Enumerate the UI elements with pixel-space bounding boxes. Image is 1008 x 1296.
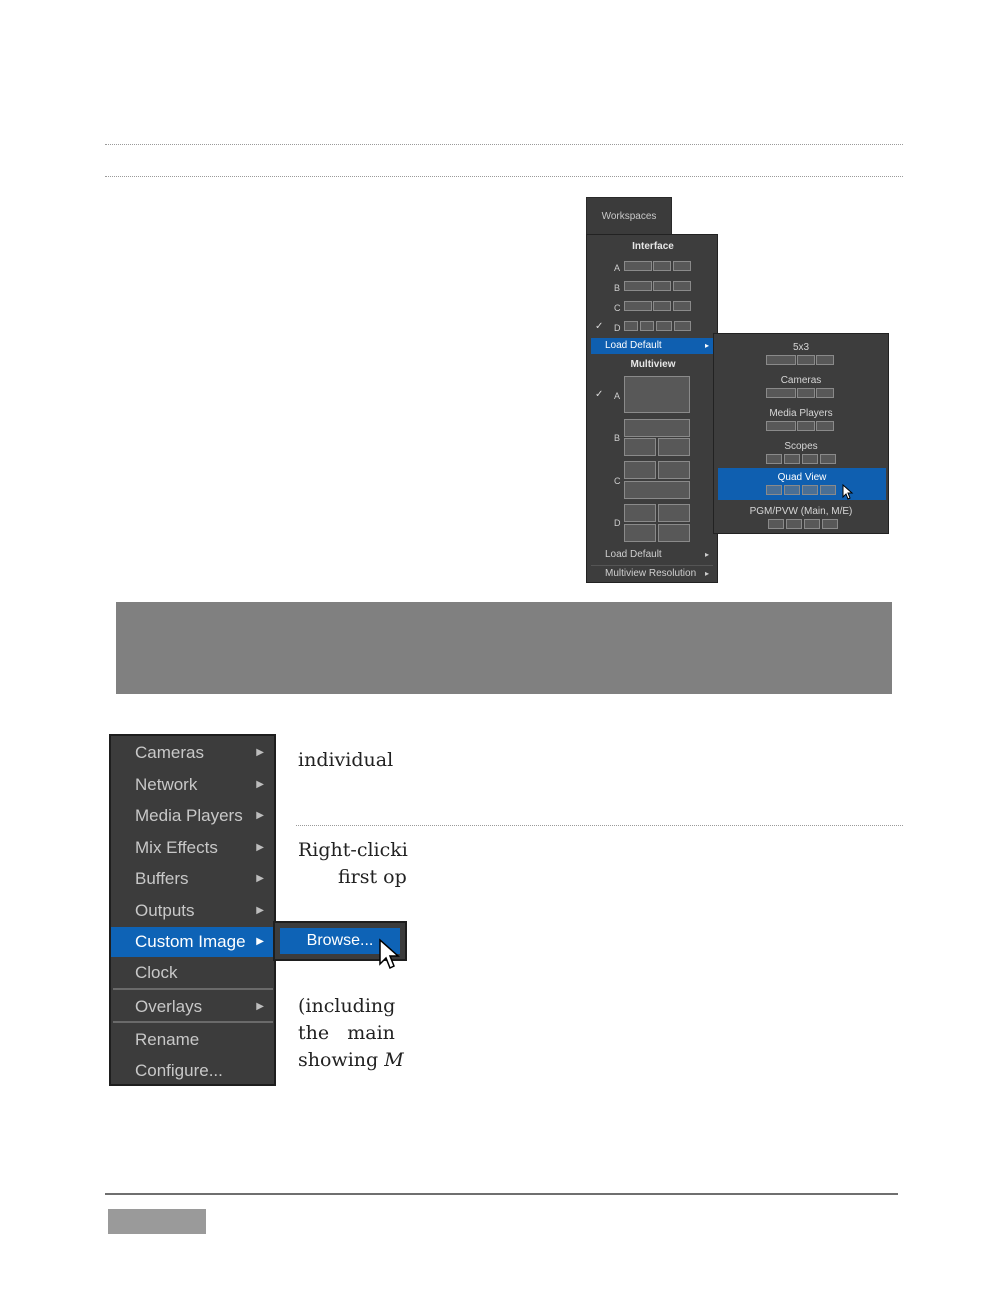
check-icon: ✓ (595, 321, 604, 332)
workspaces-tab[interactable]: Workspaces (586, 197, 672, 236)
body-text-italic: M (384, 1049, 404, 1071)
submenu-item-media-players[interactable] (714, 406, 888, 434)
workspaces-menu (586, 234, 718, 583)
chevron-right-icon: ▸ (704, 341, 709, 350)
menu-item-network[interactable] (111, 770, 274, 800)
submenu-item-cameras[interactable] (714, 373, 888, 401)
menu-item-label: Outputs (135, 901, 195, 920)
submenu-item-5x3[interactable] (714, 340, 888, 368)
chevron-right-icon: ▶ (256, 936, 264, 947)
interface-row-label: B (614, 283, 621, 293)
menu-item-label: Network (135, 775, 198, 794)
chevron-right-icon: ▸ (704, 550, 709, 559)
menu-item-media-players[interactable] (111, 801, 274, 831)
page-number-box (108, 1209, 206, 1234)
multiview-row-label: A (614, 391, 621, 401)
submenu-item-pgm-pvw[interactable] (714, 504, 888, 532)
menu-item-cameras[interactable] (111, 738, 274, 768)
browse-button[interactable]: Browse... (280, 928, 400, 954)
menu-item-label: Clock (135, 963, 178, 982)
interface-row-label: C (614, 303, 621, 313)
menu-item-label: Cameras (135, 743, 204, 762)
menu-item-overlays[interactable] (111, 992, 274, 1022)
submenu-item-label: Quad View (777, 472, 827, 483)
menu-divider (113, 988, 273, 990)
check-icon: ✓ (595, 389, 604, 400)
menu-item-label: Media Players (135, 806, 243, 825)
multiview-header: Multiview (630, 359, 676, 370)
menu-item-mix-effects[interactable] (111, 833, 274, 863)
submenu-item-label: PGM/PVW (Main, M/E) (749, 506, 853, 517)
mouse-cursor-icon (842, 484, 854, 500)
multiview-row-label: D (614, 518, 621, 528)
menu-item-rename[interactable] (111, 1025, 274, 1055)
chevron-right-icon: ▸ (704, 569, 709, 578)
footer-rule (105, 1193, 898, 1195)
chevron-right-icon: ▶ (256, 905, 264, 916)
menu-item-outputs[interactable] (111, 896, 274, 926)
load-default-label: Load Default (605, 340, 662, 351)
multiview-resolution-item[interactable] (591, 566, 715, 582)
body-text-line: individual (298, 749, 394, 771)
chevron-right-icon: ▶ (256, 842, 264, 853)
body-text-line: Right-clicki (298, 839, 408, 861)
interface-header: Interface (632, 241, 674, 252)
menu-item-configure[interactable] (111, 1056, 274, 1086)
menu-item-custom-image[interactable] (111, 927, 274, 957)
body-text-segment: showing (298, 1049, 385, 1071)
menu-item-label: Mix Effects (135, 838, 218, 857)
note-box (116, 602, 892, 694)
load-default-bottom-label: Load Default (605, 549, 662, 560)
mouse-cursor-icon (378, 938, 400, 970)
menu-item-buffers[interactable] (111, 864, 274, 894)
interface-row-label: D (614, 323, 621, 333)
submenu-item-label: Cameras (780, 375, 822, 386)
chevron-right-icon: ▶ (256, 779, 264, 790)
body-text-line: the main (298, 1022, 395, 1044)
menu-item-label: Buffers (135, 869, 189, 888)
section-rule (296, 825, 903, 826)
chevron-right-icon: ▶ (256, 810, 264, 821)
load-default-submenu (713, 333, 889, 534)
header-rule-top (105, 144, 903, 145)
chevron-right-icon: ▶ (256, 747, 264, 758)
submenu-item-label: Media Players (769, 408, 833, 419)
load-default-interface-item[interactable] (591, 338, 715, 354)
menu-item-label: Overlays (135, 997, 203, 1016)
load-default-multiview-item[interactable] (591, 547, 715, 563)
menu-item-label: Custom Image (135, 932, 246, 951)
menu-item-clock[interactable] (111, 958, 274, 988)
chevron-right-icon: ▶ (256, 1001, 264, 1012)
multiview-resolution-label: Multiview Resolution (605, 568, 697, 579)
body-text-line: first op (338, 866, 407, 888)
submenu-item-quad-view[interactable] (718, 468, 886, 500)
body-text-line (298, 1049, 404, 1071)
header-rule-bottom (105, 176, 903, 177)
menu-divider (113, 1021, 273, 1023)
body-text-line: (including (298, 995, 396, 1017)
context-menu (109, 734, 276, 1086)
interface-row-label: A (614, 263, 621, 273)
submenu-item-scopes[interactable] (714, 439, 888, 467)
menu-item-label: Rename (135, 1030, 200, 1049)
menu-item-label: Configure... (135, 1061, 223, 1080)
submenu-item-label: Scopes (784, 441, 818, 452)
submenu-item-label: 5x3 (792, 342, 810, 353)
multiview-row-label: B (614, 433, 621, 443)
chevron-right-icon: ▶ (256, 873, 264, 884)
multiview-row-label: C (614, 476, 621, 486)
